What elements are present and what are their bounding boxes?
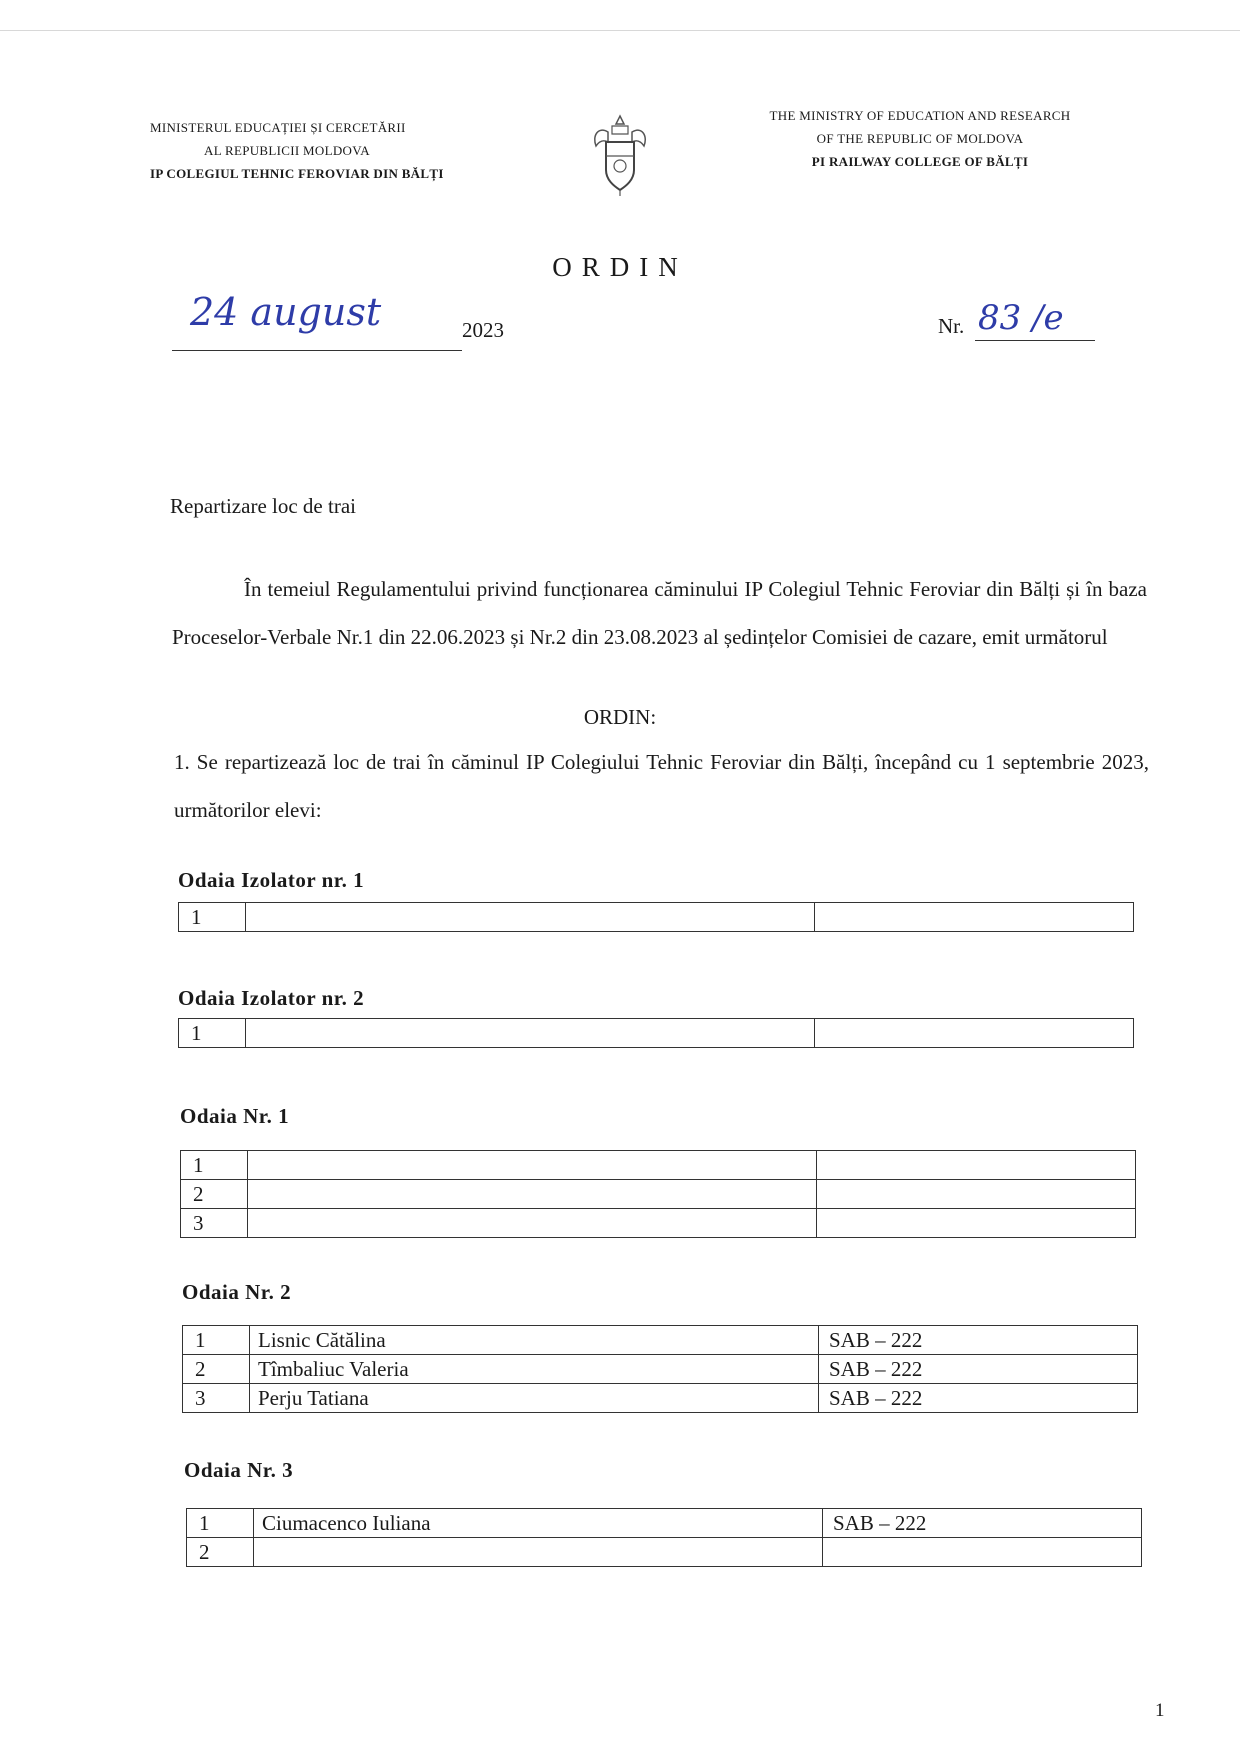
student-group: SAB – 222 — [819, 1384, 1138, 1413]
handwritten-date: 24 august — [190, 290, 382, 334]
row-number: 1 — [181, 1151, 248, 1180]
row-number: 1 — [183, 1326, 250, 1355]
header-romanian — [150, 116, 510, 185]
room-title-3: Odaia Nr. 3 — [184, 1458, 294, 1482]
student-name — [248, 1151, 817, 1180]
room-table-izolator-2 — [178, 1018, 1134, 1048]
row-number: 2 — [183, 1355, 250, 1384]
table-row — [181, 1180, 1136, 1209]
order-number-label: Nr. — [938, 314, 965, 338]
table-row — [181, 1209, 1136, 1238]
student-name: Tîmbaliuc Valeria — [250, 1355, 819, 1384]
header-left-line3: IP COLEGIUL TEHNIC FEROVIAR DIN BĂLȚI — [150, 166, 444, 181]
room-title-1: Odaia Nr. 1 — [180, 1104, 290, 1128]
student-name — [248, 1209, 817, 1238]
order-subject: Repartizare loc de trai — [170, 494, 356, 518]
table-row — [183, 1355, 1138, 1384]
row-number: 1 — [179, 903, 246, 932]
room-table-1 — [180, 1150, 1136, 1238]
header-right-line3: PI RAILWAY COLLEGE OF BĂLȚI — [811, 154, 1029, 169]
student-group: SAB – 222 — [819, 1355, 1138, 1384]
room-title-2: Odaia Nr. 2 — [182, 1280, 292, 1304]
row-number: 2 — [181, 1180, 248, 1209]
student-name — [246, 1019, 815, 1048]
room-title-izolator-1: Odaia Izolator nr. 1 — [178, 868, 365, 892]
row-number: 2 — [187, 1538, 254, 1567]
student-group — [817, 1209, 1136, 1238]
student-name — [246, 903, 815, 932]
header-right-line2: OF THE REPUBLIC OF MOLDOVA — [816, 131, 1024, 146]
moldova-coat-of-arms-icon — [588, 112, 652, 198]
student-name — [254, 1538, 823, 1567]
student-name: Lisnic Cătălina — [250, 1326, 819, 1355]
room-title-izolator-2: Odaia Izolator nr. 2 — [178, 986, 365, 1010]
student-group: SAB – 222 — [823, 1509, 1142, 1538]
student-group — [815, 1019, 1134, 1048]
student-group — [823, 1538, 1142, 1567]
student-group — [815, 903, 1134, 932]
student-group: SAB – 222 — [819, 1326, 1138, 1355]
table-row — [179, 903, 1134, 932]
date-year: 2023 — [462, 318, 504, 342]
scan-edge-line — [0, 30, 1240, 31]
student-group — [817, 1151, 1136, 1180]
room-table-2 — [182, 1325, 1138, 1413]
table-row — [187, 1509, 1142, 1538]
student-name — [248, 1180, 817, 1209]
table-row — [187, 1538, 1142, 1567]
table-row — [181, 1151, 1136, 1180]
row-number: 3 — [183, 1384, 250, 1413]
table-row — [183, 1326, 1138, 1355]
row-number: 1 — [187, 1509, 254, 1538]
header-left-line1: MINISTERUL EDUCAȚIEI ȘI CERCETĂRII — [150, 120, 406, 135]
order-number-underline — [975, 340, 1095, 341]
student-name: Ciumacenco Iuliana — [254, 1509, 823, 1538]
order-heading: ORDIN: — [583, 705, 657, 729]
handwritten-order-number: 83 /e — [978, 298, 1064, 338]
row-number: 1 — [179, 1019, 246, 1048]
header-right-line1: THE MINISTRY OF EDUCATION AND RESEARCH — [769, 108, 1071, 123]
room-table-izolator-1 — [178, 902, 1134, 932]
header-left-line2: AL REPUBLICII MOLDOVA — [204, 143, 370, 158]
student-name: Perju Tatiana — [250, 1384, 819, 1413]
document-title: ORDIN — [552, 252, 688, 282]
table-row — [179, 1019, 1134, 1048]
room-table-3 — [186, 1508, 1142, 1567]
student-group — [817, 1180, 1136, 1209]
page-number: 1 — [1155, 1700, 1165, 1721]
date-underline — [172, 350, 462, 351]
point-1-paragraph: 1. Se repartizează loc de trai în căminul IP Colegiului Tehnic Feroviar din Bălți, începând cu 1 septembrie 2023, următorilor elevi: — [174, 750, 1149, 822]
row-number: 3 — [181, 1209, 248, 1238]
header-english — [740, 104, 1100, 173]
preamble-paragraph: În temeiul Regulamentului privind funcționarea căminului IP Colegiul Tehnic Feroviar din Bălți și în baza Proceselor-Verbale Nr.1 din 22.06.2023 și Nr.2 din 23.08.2023 al ședințelor Comisiei de cazare, emit următorul — [172, 577, 1147, 649]
table-row — [183, 1384, 1138, 1413]
